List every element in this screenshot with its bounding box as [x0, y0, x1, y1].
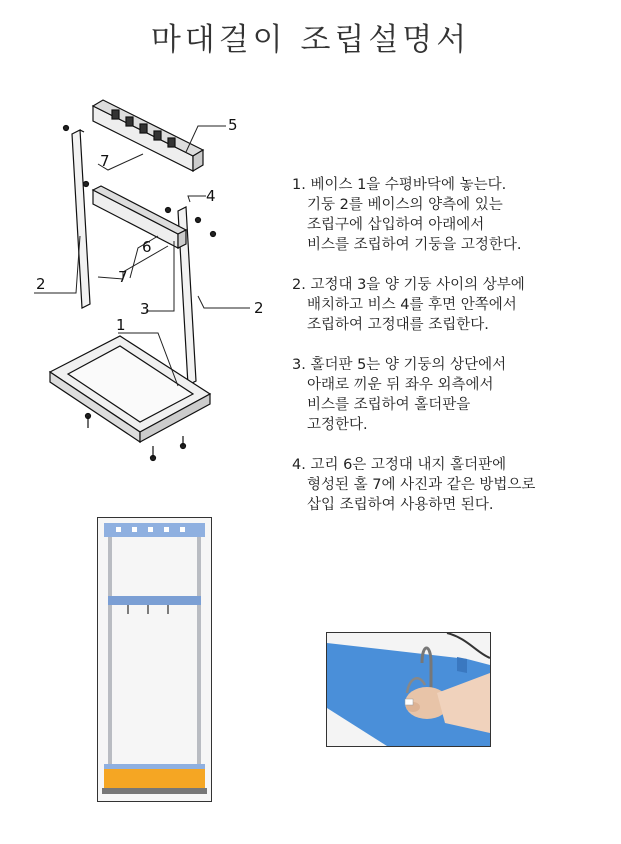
label-1: 1 [116, 316, 126, 334]
label-4: 4 [206, 187, 216, 205]
label-7-top: 7 [100, 152, 110, 170]
step-line: 조립하여 고정대를 조립한다. [307, 317, 489, 333]
step-1 [292, 175, 612, 255]
step-line: 아래로 끼운 뒤 좌우 외측에서 [307, 377, 494, 393]
assembled-rack-photo [97, 517, 212, 802]
step-line: 비스를 조립하여 기둥을 고정한다. [307, 237, 522, 253]
step-line: 형성된 홀 7에 사진과 같은 방법으로 [307, 477, 536, 493]
instruction-steps [292, 175, 612, 535]
fixing-bar-drawing [93, 186, 186, 248]
assembly-diagram [28, 96, 278, 466]
step-line: 배치하고 비스 4를 후면 안쪽에서 [307, 297, 517, 313]
step-line: 삽입 조립하여 사용하면 된다. [307, 497, 494, 513]
step-line: 기둥 2를 베이스의 양측에 있는 [307, 197, 503, 213]
label-7-mid: 7 [118, 268, 128, 286]
label-5: 5 [228, 116, 238, 134]
step-3 [292, 355, 612, 435]
label-2-right: 2 [254, 299, 264, 317]
page-title: 마대걸이 조립설명서 [150, 22, 471, 58]
step-line: 고정한다. [307, 417, 368, 433]
step-line: 1. 베이스 1을 수평바닥에 놓는다. [292, 177, 507, 193]
step-line: 2. 고정대 3을 양 기둥 사이의 상부에 [292, 277, 525, 293]
step-line: 3. 홀더판 5는 양 기둥의 상단에서 [292, 357, 507, 373]
hook-illustration [327, 633, 490, 746]
step-line: 4. 고리 6은 고정대 내지 홀더판에 [292, 457, 507, 473]
label-2-left: 2 [36, 275, 46, 293]
label-6: 6 [142, 238, 152, 256]
rack-illustration [98, 518, 211, 801]
label-3: 3 [140, 300, 150, 318]
step-4 [292, 455, 612, 515]
step-2 [292, 275, 612, 335]
step-line: 비스를 조립하여 홀더판을 [307, 397, 471, 413]
left-pillar-drawing [72, 130, 90, 308]
hook-assembly-photo [326, 632, 491, 747]
step-line: 조립구에 삽입하여 아래에서 [307, 217, 485, 233]
